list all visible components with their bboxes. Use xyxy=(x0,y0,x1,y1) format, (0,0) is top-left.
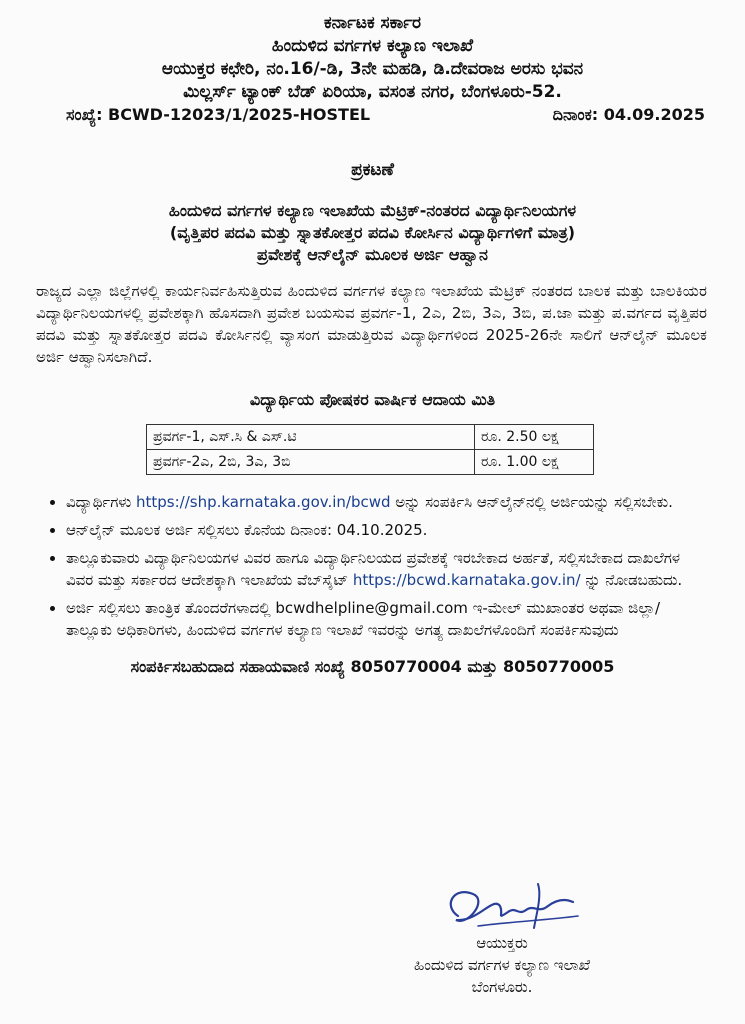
signatory-title: ಆಯುಕ್ತರು xyxy=(476,934,528,952)
signatory-department: ಹಿಂದುಳಿದ ವರ್ಗಗಳ ಕಲ್ಯಾಣ ಇಲಾಖೆ xyxy=(413,956,591,974)
reference-number: ಸಂಖ್ಯೆ: BCWD-12023/1/2025-HOSTEL xyxy=(66,105,371,124)
income-limit-title: ವಿದ್ಯಾರ್ಥಿಯ ಪೋಷಕರ ವಾರ್ಷಿಕ ಆದಾಯ ಮಿತಿ xyxy=(249,390,496,409)
list-item xyxy=(66,597,705,641)
signatory-details xyxy=(342,932,662,998)
subject-line-1: ಹಿಂದುಳಿದ ವರ್ಗಗಳ ಕಲ್ಯಾಣ ಇಲಾಖೆಯ ಮೆಟ್ರಿಕ್-ನಂತರದ ವಿದ್ಯಾರ್ಥಿನಿಲಯಗಳ xyxy=(168,201,577,220)
table-row xyxy=(147,425,594,450)
reference-row xyxy=(66,104,705,126)
instructions-list xyxy=(36,491,705,641)
subject-line-3: ಪ್ರವೇಶಕ್ಕೆ ಆನ್‌ಲೈನ್ ಮೂಲಕ ಅರ್ಜಿ ಆಹ್ವಾನ xyxy=(257,245,488,264)
signatory-city: ಬೆಂಗಳೂರು. xyxy=(471,978,533,996)
category-cell: ಪ್ರವರ್ಗ-1, ಎಸ್.ಸಿ & ಎಸ್.ಟಿ xyxy=(147,425,475,450)
body-paragraph: ರಾಜ್ಯದ ಎಲ್ಲಾ ಜಿಲ್ಲೆಗಳಲ್ಲಿ ಕಾರ್ಯನಿರ್ವಹಿಸುತ್ತಿರುವ ಹಿಂದುಳಿದ ವರ್ಗಗಳ ಕಲ್ಯಾಣ ಇಲಾಖೆಯ ಮೆಟ್ರಿಕ್ ನಂತರದ ಬಾಲಕ ಮತ್ತು ಬಾಲಕಿಯರ ವಿದ್ಯಾರ್ಥಿನಿಲಯಗಳಲ್ಲಿ ಪ್ರವೇಶಕ್ಕಾಗಿ ಹೊಸದಾಗಿ ಪ್ರವೇಶ ಬಯಸುವ ಪ್ರವರ್ಗ-1, 2ಎ, 2ಬಿ, 3ಎ, 3ಬಿ, ಪ.ಜಾ ಮತ್ತು ಪ.ವರ್ಗದ ವೃತ್ತಿಪರ ಪದವಿ ಮತ್ತು ಸ್ನಾತಕೋತ್ತರ ಪದವಿ ಕೋರ್ಸಿನಲ್ಲಿ ವ್ಯಾಸಂಗ ಮಾಡುತ್ತಿರುವ ವಿದ್ಯಾರ್ಥಿಗಳಿಂದ 2025-26ನೇ ಸಾಲಿಗೆ ಆನ್‌ಲೈನ್ ಮೂಲಕ ಅರ್ಜಿ ಆಹ್ವಾನಿಸಲಾಗಿದೆ. xyxy=(36,282,707,366)
income-limit-table xyxy=(146,424,594,475)
subject-line-2: (ವೃತ್ತಿಪರ ಪದವಿ ಮತ್ತು ಸ್ನಾತಕೋತ್ತರ ಪದವಿ ಕೋರ್ಸಿನ ವಿದ್ಯಾರ್ಥಿಗಳಿಗೆ ಮಾತ್ರ) xyxy=(169,223,576,242)
list-item xyxy=(66,519,705,541)
limit-cell: ರೂ. 1.00 ಲಕ್ಷ xyxy=(475,450,594,475)
helpline-numbers: ಸಂಪರ್ಕಿಸಬಹುದಾದ ಸಹಾಯವಾಣಿ ಸಂಖ್ಯೆ 8050770004 ಮತ್ತು 8050770005 xyxy=(130,657,615,676)
department-website-link[interactable]: https://bcwd.karnataka.gov.in/ xyxy=(352,571,581,589)
notice-title: ಪ್ರಕಟಣೆ xyxy=(351,160,394,180)
notice-subject xyxy=(0,200,745,266)
office-address-2: ಮಿಲ್ಲರ್ಸ್ ಟ್ಯಾಂಕ್ ಬೆಡ್ ಏರಿಯಾ, ವಸಂತ ನಗರ, ಬೆಂಗಳೂರು-52. xyxy=(183,82,562,102)
table-row xyxy=(147,450,594,475)
limit-cell: ರೂ. 2.50 ಲಕ್ಷ xyxy=(475,425,594,450)
point-text: ಆನ್‌ಲೈನ್ ಮೂಲಕ ಅರ್ಜಿ ಸಲ್ಲಿಸಲು ಕೊನೆಯ ದಿನಾಂಕ: 04.10.2025. xyxy=(66,521,428,539)
department-name: ಹಿಂದುಳಿದ ವರ್ಗಗಳ ಕಲ್ಯಾಣ ಇಲಾಖೆ xyxy=(271,36,474,56)
point-text: ವಿದ್ಯಾರ್ಥಿಗಳು xyxy=(66,493,136,511)
application-portal-link[interactable]: https://shp.karnataka.gov.in/bcwd xyxy=(136,493,391,511)
point-text: ಅನ್ನು ಸಂಪರ್ಕಿಸಿ ಆನ್‌ಲೈನ್‌ನಲ್ಲಿ ಅರ್ಜಿಯನ್ನು ಸಲ್ಲಿಸಬೇಕು. xyxy=(390,493,673,511)
point-text: ನ್ನು ನೋಡಬಹುದು. xyxy=(580,571,683,589)
signature-icon xyxy=(438,876,588,936)
notice-date: ದಿನಾಂಕ: 04.09.2025 xyxy=(552,105,705,124)
point-text: ತಾಲ್ಲೂಕುವಾರು ವಿದ್ಯಾರ್ಥಿನಿಲಯಗಳ ವಿವರ ಹಾಗೂ ವಿದ್ಯಾರ್ಥಿನಿಲಯದ ಪ್ರವೇಶಕ್ಕೆ ಇರಬೇಕಾದ ಅರ್ಹತೆ, ಸಲ್ಲಿಸಬೇಕಾದ ದಾಖಲೆಗಳ ವಿವರ ಮತ್ತು ಸರ್ಕಾರದ ಆದೇಶಕ್ಕಾಗಿ ಇಲಾಖೆಯ ವೆಬ್‌ಸೈಟ್ xyxy=(66,549,681,589)
govt-name: ಕರ್ನಾಟಕ ಸರ್ಕಾರ xyxy=(323,13,422,33)
list-item xyxy=(66,491,705,513)
category-cell: ಪ್ರವರ್ಗ-2ಎ, 2ಬಿ, 3ಎ, 3ಬಿ xyxy=(147,450,475,475)
point-text: ಅರ್ಜಿ ಸಲ್ಲಿಸಲು ತಾಂತ್ರಿಕ ತೊಂದರೆಗಳಾದಲ್ಲಿ bcwdhelpline@gmail.com ಇ-ಮೇಲ್ ಮುಖಾಂತರ ಅಥವಾ ಜಿಲ್ಲಾ/ತಾಲ್ಲೂಕು ಅಧಿಕಾರಿಗಳು, ಹಿಂದುಳಿದ ವರ್ಗಗಳ ಕಲ್ಯಾಣ ಇಲಾಖೆ ಇವರನ್ನು ಅಗತ್ಯ ದಾಖಲೆಗಳೊಂದಿಗೆ ಸಂಪರ್ಕಿಸುವುದು xyxy=(66,599,661,639)
office-address-1: ಆಯುಕ್ತರ ಕಛೇರಿ, ನಂ.16/-ಡಿ, 3ನೇ ಮಹಡಿ, ಡಿ.ದೇವರಾಜ ಅರಸು ಭವನ xyxy=(161,59,584,79)
letterhead xyxy=(0,0,745,104)
list-item xyxy=(66,547,705,591)
